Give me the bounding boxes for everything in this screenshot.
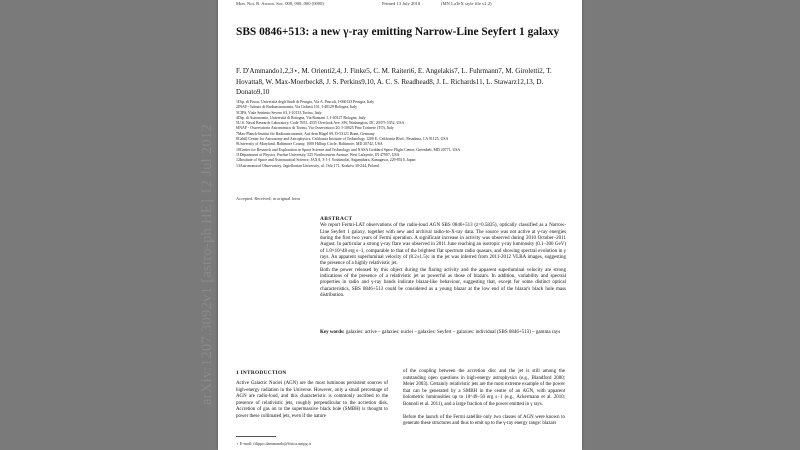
intro-right-column	[403, 369, 565, 434]
keywords-label: Key words:	[320, 330, 345, 335]
intro-paragraph: of the coupling between the accretion disc and the jet is still among the outstanding open questions in high-energy astrophysics (e.g., Blandford 2000; Meier 2003). Certainly relativistic jets are the most extreme example of the power that can be generated by a SMBH in the centre of an AGN, with apparent bolometric luminosities up to 10^49−50 erg s−1 (e.g., Ackermann et al. 2010; Bonnoli et al. 2011), and a large fraction of the power emitted in γ rays.	[403, 369, 565, 407]
affiliation: 7Max-Planck-Institut für Radioastronomie, Auf dem Hügel 69, D-53121 Bonn, Germany	[236, 131, 375, 136]
author-list: F. D'Ammando1,2,3⋆, M. Orienti2,4, J. Finke5, C. M. Raiteri6, E. Angelakis7, L. Fuhrmann7, M. Giroletti2, T. Hovatta8, W. Max-Moerbeck8, J. S. Perkins9,10, A. C. S. Readhead8, J. L. Richards11, L. Stawarz12,13, D. Donato9,10	[236, 67, 552, 96]
abstract-paragraph: We report Fermi-LAT observations of the radio-loud AGN SBS 0846+513 (z=0.5835), optically classified as a Narrow-Line Seyfert 1 galaxy, together with new and archival radio-to-X-ray data. The source was not active at γ-ray energies during the first two years of Fermi operation. A significant increase in activity was observed during 2010 October–2011 August. In particular a strong γ-ray flare was observed in 2011 June reaching an isotropic γ-ray luminosity (0.1–300 GeV) of 1.0×10^48 erg s−1, comparable to that of the brightest flat spectrum radio quasars, and showing spectral evolution in γ rays. An apparent superluminal velocity of (8.2±1.5)c in the jet was inferred from 2011-2012 VLBA images, suggesting the presence of a highly relativistic jet.	[320, 223, 566, 267]
affiliation: 8Cahill Center for Astronomy and Astrophysics, California Institute of Technology 1200 E. California Blvd., Pasadena, CA 91125, USA	[236, 137, 449, 142]
footnote-rule	[236, 436, 276, 437]
abstract	[320, 216, 566, 299]
affiliation: 13Astronomical Observatory, Jagiellonian University, ul. Orla 171, Kraków 30-244, Poland	[236, 163, 379, 168]
journal-line: Mon. Not. R. Astron. Soc. 000, 000–000 (0000)	[236, 1, 324, 6]
affiliation: 6INAF - Osservatorio Astronomico di Torino, Via Osservatorio 20, I-10025 Pino Torinese (TO), Italy	[236, 126, 394, 131]
affiliation: 11Department of Physics, Purdue University, 525 Northwestern Avenue, West Lafayette, IN 47907, USA	[236, 152, 400, 157]
accepted-line: Accepted. Received; in original form	[236, 196, 300, 201]
section-heading: 1 INTRODUCTION	[236, 370, 287, 376]
arxiv-sidebar	[196, 60, 218, 410]
intro-left-column: Active Galactic Nuclei (AGN) are the most luminous persistent sources of high-energy radiation in the Universe. However, only a small percentage of AGN are radio-loud, and this characteristic is commonly ascribed to the presence of relativistic jets, roughly perpendicular to the accretion disk. Accretion of gas on to the supermassive black hole (SMBH) is thought to power these collimated jets, even if the nature	[236, 381, 388, 419]
printed-date: Printed 13 July 2018	[382, 1, 421, 6]
affiliation: 12Institute of Space and Astronautical Science, JAXA, 3-1-1 Yoshinodai, Sagamihara, Kanagawa, 229-8510, Japan	[236, 158, 416, 163]
affiliation: 3CIFS, Viale Settimio Severo 63, I-10133 Torino, Italy	[236, 110, 322, 115]
abstract-paragraph: Both the power released by this object during the flaring activity and the apparent superluminal velocity are strong indications of the presence of a relativistic jet as powerful as those of blazars. In addition, variability and spectral properties in radio and γ-ray bands indicate blazar-like behaviour, suggesting that, except for some distinct optical characteristics, SBS 0846+513 could be considered as a young blazar at the low end of the blazar's black hole mass distribution.	[320, 267, 566, 299]
affiliation: 1Dip. di Fisica, Università degli Studi di Perugia, Via A. Pascoli, I-060123 Perugia, Italy	[236, 100, 375, 104]
paper-title: SBS 0846+513: a new γ-ray emitting Narrow-Line Seyfert 1 galaxy	[236, 26, 560, 38]
affiliation: 4Dip. di Astronomia, Università di Bologna, Via Ranzani 1, I-40127 Bologna, Italy	[236, 115, 366, 120]
affiliation: 9University of Maryland, Baltimore County, 1000 Hilltop Circle, Baltimore, MD 20742, USA	[236, 142, 383, 147]
affiliations	[236, 100, 581, 169]
footnote-email: ⋆ E-mail: filippo.dammando@fisica.unipg.it	[236, 441, 311, 446]
paper-page	[218, 0, 582, 450]
intro-paragraph: Before the launch of the Fermi satellite only two classes of AGN were known to generate these structures and thus to emit up to the γ-ray energy range: blazars	[403, 414, 565, 427]
affiliation: 2INAF - Istituto di Radioastronomia, Via Gobetti 101, I-40129 Bologna, Italy	[236, 105, 358, 110]
abstract-heading: ABSTRACT	[320, 216, 353, 222]
arxiv-id: arXiv:1207.3092v1 [astro-ph.HE] 12 Jul 2012	[199, 123, 215, 405]
keywords	[320, 330, 566, 336]
affiliation: 10Center for Research and Exploration in Space Science and Technology and NASA Goddard Space Flight Center, Greenbelt, MD 20771, USA	[236, 147, 461, 152]
keywords-text: galaxies: active – galaxies: nuclei – galaxies: Seyfert – galaxies: individual (SBS 0846+513) – gamma rays	[345, 330, 561, 335]
style-note: (MN LaTeX style file v2.2)	[441, 1, 492, 6]
affiliation: 5U.S. Naval Research Laboratory, Code 7653, 4555 Overlook Ave. SW, Washington, DC 20375-5352, USA	[236, 121, 405, 126]
